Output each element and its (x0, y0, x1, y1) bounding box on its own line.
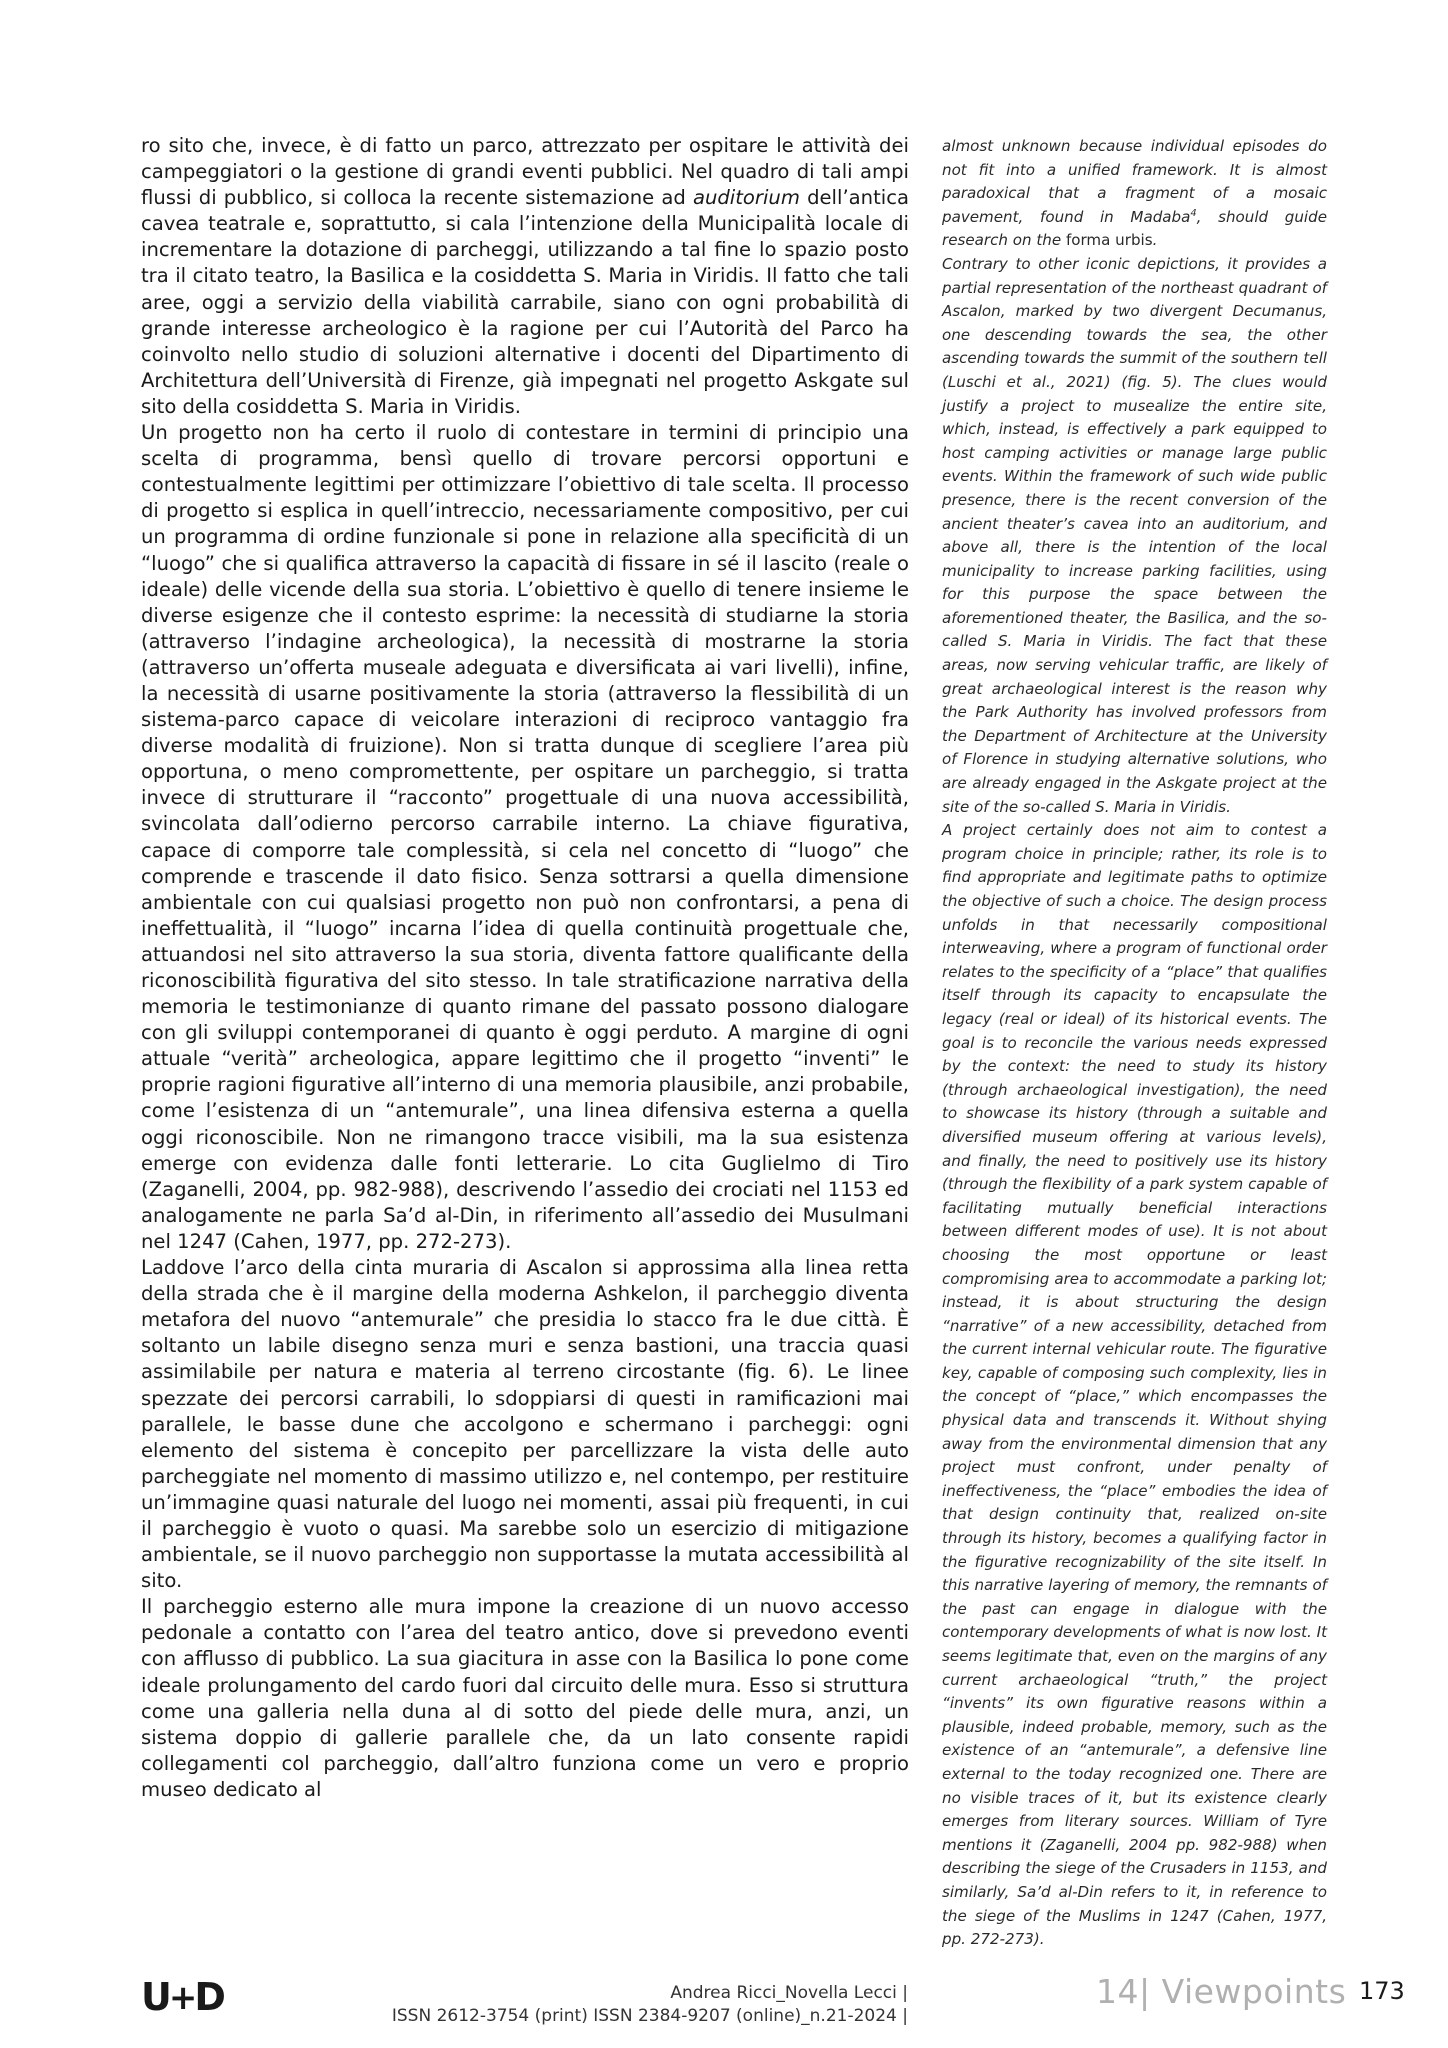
side-paragraph-1 (942, 135, 1327, 253)
logo-letter-u: U (141, 1975, 169, 2019)
main-paragraph-4-text: Il parcheggio esterno alle mura impone la creazione di un nuovo accesso pedonale a contatto con l’area del teatro antico, dove si prevedono eventi con afflusso di pubblico. La sua giacitura in asse con la Basilica lo pone come ideale prolungamento del cardo fuori dal circuito delle mura. Esso si struttura come una galleria nella duna al di sotto del piede delle mura, anzi, un sistema doppio di gallerie parallele che, da un lato consente rapidi collegamenti col parcheggio, dall’altro funziona come un vero e proprio museo dedicato al (141, 1595, 909, 1801)
footnote-marker: 4 (1190, 207, 1197, 219)
page-number: 173 (1359, 1977, 1405, 2005)
main-paragraph-2 (141, 420, 909, 1255)
footer-citation (392, 1982, 908, 2028)
main-paragraph-3-text: Laddove l’arco della cinta muraria di Ascalon si approssima alla linea retta della strada che è il margine della moderna Ashkelon, il parcheggio diventa metafora del nuovo “antemurale” che presidia lo stacco fra le due città. È soltanto un labile disegno senza muri e senza bastioni, una traccia quasi assimilabile per natura e materia al terreno circostante (fig. 6). Le linee spezzate dei percorsi carrabili, lo sdoppiarsi di questi in ramificazioni mai parallele, le basse dune che accolgono e schermano i parcheggi: ogni elemento del sistema è concepito per parcellizzare la vista delle auto parcheggiate nel momento di massimo utilizzo e, nel contempo, per restituire un’immagine quasi naturale del luogo nei momenti, assai più frequenti, in cui il parcheggio è vuoto o quasi. Ma sarebbe solo un esercizio di mitigazione ambientale, se il nuovo parcheggio non supportasse la mutata accessibilità al sito. (141, 1256, 909, 1593)
main-paragraph-4 (141, 1594, 909, 1803)
side-paragraph-2 (942, 253, 1327, 819)
footer-authors: Andrea Ricci_Novella Lecci | (670, 1983, 908, 2003)
latin-term: forma urbis (1065, 231, 1153, 250)
side-paragraph-2-text: Contrary to other iconic depictions, it provides a partial representation of the northeast quadrant of Ascalon, marked by two divergent Decumanus, one descending towards the sea, the other ascending towards the summit of the southern tell (Luschi et al., 2021) (fig. 5). The clues would justify a project to musealize the entire site, which, instead, is effectively a park equipped to host camping activities or manage large public events. Within the framework of such wide public presence, there is the recent conversion of the ancient theater’s cavea into an auditorium, and above all, there is the intention of the local municipality to increase parking facilities, using for this purpose the space between the aforementioned theater, the Basilica, and the so-called S. Maria in Viridis. The fact that these areas, now serving vehicular traffic, are likely of great archaeological interest is the reason why the Park Authority has involved professors from the Department of Architecture at the University of Florence in studying alternative solutions, who are already engaged in the Askgate project at the site of the so-called S. Maria in Viridis. (942, 254, 1327, 816)
journal-logo (141, 1977, 223, 2019)
main-paragraph-1 (141, 133, 909, 420)
english-translation-column (942, 135, 1327, 1952)
main-paragraph-1-text: ro sito che, invece, è di fatto un parco, attrezzato per ospitare le attività dei campeggiatori o la gestione di grandi eventi pubblici. Nel quadro di tali ampi flussi di pubblico, si colloca la recente sistemazione ad auditorium dell’antica cavea teatrale e, soprattutto, si cala l’intenzione della Municipalità locale di incrementare la dotazione di parcheggi, utilizzando a tal fine lo spazio posto tra il citato teatro, la Basilica e la cosiddetta S. Maria in Viridis. Il fatto che tali aree, oggi a servizio della viabilità carrabile, siano con ogni probabilità di grande interesse archeologico è la ragione per cui l’Autorità del Parco ha coinvolto nello studio di soluzioni alternative i docenti del Dipartimento di Architettura dell’Università di Firenze, già impegnati nel progetto Askgate sul sito della cosiddetta S. Maria in Viridis. (141, 134, 910, 418)
side-paragraph-3-text: A project certainly does not aim to contest a program choice in principle; rather, its role is to find appropriate and legitimate paths to optimize the objective of such a choice. The design process unfolds in that necessarily compositional interweaving, where a program of functional order relates to the specificity of a “place” that qualifies itself through its capacity to encapsulate the legacy (real or ideal) of its historical events. The goal is to reconcile the various needs expressed by the context: the need to study its history (through archaeological investigation), the need to showcase its history (through a suitable and diversified museum offering at various levels), and finally, the need to positively use its history (through the flexibility of a park system capable of facilitating mutually beneficial interactions between different modes of use). It is not about choosing the most opportune or least compromising area to accommodate a parking lot; instead, it is about structuring the design “narrative” of a new accessibility, detached from the current internal vehicular route. The figurative key, capable of composing such complexity, lies in the concept of “place,” which encompasses the physical data and transcends it. Without shying away from the environmental dimension that any project must confront, under penalty of ineffectiveness, the “place” embodies the idea of that design continuity that, realized on-site through its history, becomes a qualifying factor in the figurative recognizability of the site itself. In this narrative layering of memory, the remnants of the past can engage in dialogue with the contemporary developments of what is now lost. It seems legitimate that, even on the margins of any current archaeological “truth,” the project “invents” its own figurative reasons within a plausible, indeed probable, memory, such as the existence of an “antemurale”, a defensive line external to the today recognized one. There are no visible traces of it, but its existence clearly emerges from literary sources. William of Tyre mentions it (Zaganelli, 2004 pp. 982-988) when describing the siege of the Crusaders in 1153, and similarly, Sa’d al-Din refers to it, in reference to the siege of the Muslims in 1247 (Cahen, 1977, pp. 272-273). (942, 821, 1327, 1949)
side-paragraph-1-text: almost unknown because individual episodes do not fit into a unified framework. It is almost paradoxical that a fragment of a mosaic pavement, found in Madaba$^4$, should guide research on the forma urbis. (942, 137, 1327, 250)
main-text-column (141, 133, 909, 1803)
logo-plus: + (168, 1978, 195, 2018)
footer-issn: ISSN 2612-3754 (print) ISSN 2384-9207 (online)_n.21-2024 | (391, 2006, 908, 2026)
side-paragraph-3 (942, 819, 1327, 1952)
section-label: 14| Viewpoints (1096, 1972, 1347, 2011)
logo-letter-d: D (194, 1975, 223, 2019)
main-paragraph-3 (141, 1255, 909, 1594)
italic-term: auditorium (692, 186, 800, 210)
main-paragraph-2-text: Un progetto non ha certo il ruolo di contestare in termini di principio una scelta di programma, bensì quello di trovare percorsi opportuni e contestualmente legittimi per ottimizzare l’obiettivo di tale scelta. Il processo di progetto si esplica in quell’intreccio, necessariamente compositivo, per cui un programma di ordine funzionale si pone in relazione alla specificità di un “luogo” che si qualifica attraverso la capacità di fissare in sé il lascito (reale o ideale) delle vicende della sua storia. L’obiettivo è quello di tenere insieme le diverse esigenze che il contesto esprime: la necessità di studiarne la storia (attraverso l’indagine archeologica), la necessità di mostrarne la storia (attraverso un’offerta museale adeguata e diversificata ai vari livelli), infine, la necessità di usarne positivamente la storia (attraverso la flessibilità di un sistema-parco capace di veicolare interazioni di reciproco vantaggio fra diverse modalità di fruizione). Non si tratta dunque di scegliere l’area più opportuna, o meno compromettente, per ospitare un parcheggio, si tratta invece di strutturare il “racconto” progettuale di una nuova accessibilità, svincolata dall’odierno percorso carrabile interno. La chiave figurativa, capace di comporre tale complessità, si cela nel concetto di “luogo” che comprende e trascende il dato fisico. Senza sottrarsi a quella dimensione ambientale con cui qualsiasi progetto non può non confrontarsi, a pena di ineffettualità, il “luogo” incarna l’idea di quella continuità progettuale che, attuandosi nel sito attraverso la sua storia, diventa fattore qualificante della riconoscibilità figurativa del sito stesso. In tale stratificazione narrativa della memoria le testimonianze di quanto rimane del passato possono dialogare con gli sviluppi contemporanei di quanto è oggi perduto. A margine di ogni attuale “verità” archeologica, appare legittimo che il progetto “inventi” le proprie ragioni figurative all’interno di una memoria plausibile, anzi probabile, come l’esistenza di un “antemurale”, una linea difensiva esterna a quella oggi riconoscibile. Non ne rimangono tracce visibili, ma la sua esistenza emerge con evidenza dalle fonti letterarie. Lo cita Guglielmo di Tiro (Zaganelli, 2004, pp. 982-988), descrivendo l’assedio dei crociati nel 1153 ed analogamente ne parla Sa’d al-Din, in riferimento all’assedio dei Musulmani nel 1247 (Cahen, 1977, pp. 272-273). (141, 421, 909, 1253)
